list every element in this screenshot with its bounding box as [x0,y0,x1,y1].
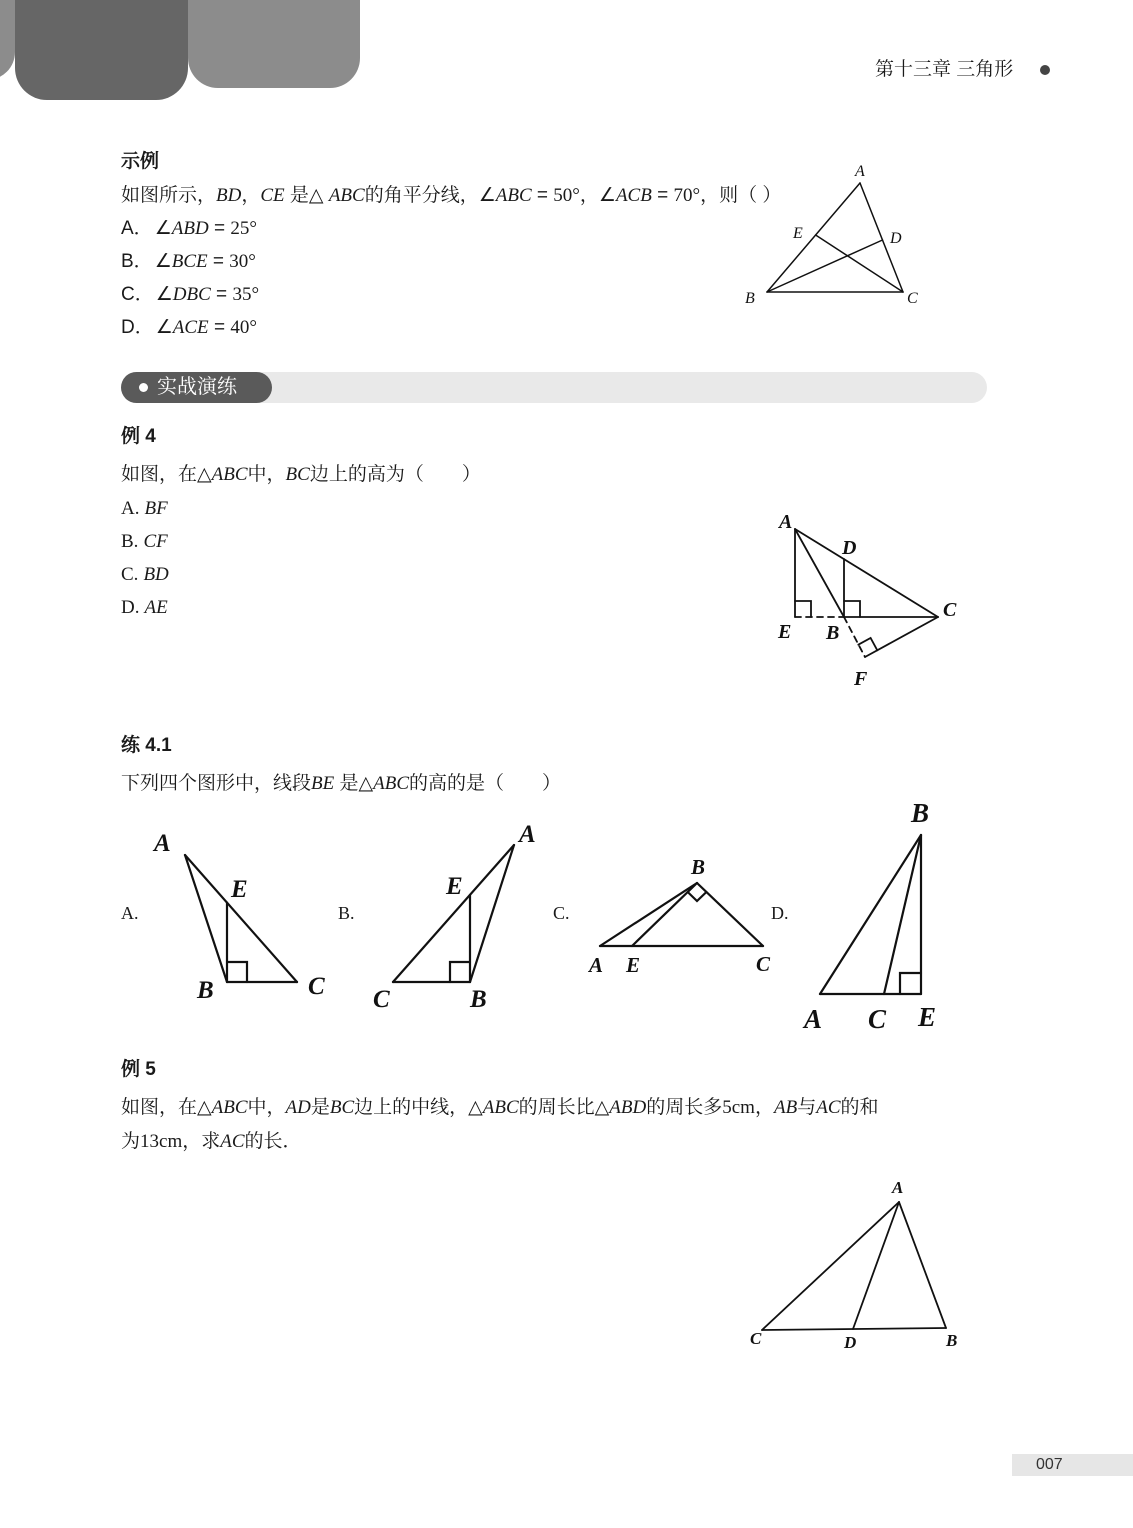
math-variable: AE [144,597,168,618]
vertex-label: B [911,798,930,828]
vertex-label: E [778,621,792,643]
extension-bf [844,617,865,657]
math-variable: ABD [171,218,209,239]
vertex-label: B [470,986,487,1013]
example5-question-line-2: 为13cm，求AC的长． [121,1131,302,1152]
math-variable: BE [311,773,335,794]
vertex-label: C [868,1004,887,1034]
option-text: ∠BCE = 30° [154,251,256,272]
option-label: B. [121,531,139,552]
vertex-label: A [519,821,536,848]
math-variable: BC [285,464,310,485]
option-label: A. [121,498,140,519]
math-variable: ACB [615,185,652,206]
vertex-label: E [918,1002,937,1032]
right-angle-mark [688,892,707,901]
exercise4-1-heading: 练 4.1 [121,735,172,756]
vertex-label: D [890,230,902,247]
vertex-label: A [804,1004,823,1034]
section-banner-title: 实战演练 [157,376,237,398]
math-number: 5cm [722,1097,755,1118]
vertex-label: A [154,830,171,857]
choice-label-b: B. [338,903,355,923]
vertex-label: C [756,952,771,976]
option-label: D. [121,597,140,618]
vertex-label: E [446,873,463,900]
example-heading: 示例 [121,151,160,172]
vertex-label: B [691,855,706,879]
segment-cf [865,617,938,657]
side-cb [884,835,921,994]
example5-figure [750,1178,957,1352]
math-variable: ABC [495,185,532,206]
vertex-label: A [779,511,793,533]
side-ab [820,835,921,994]
choice-label-d: D. [771,903,789,923]
vertex-label: B [946,1331,958,1350]
math-number: 25° [230,218,257,239]
option-text: ∠DBC = 35° [155,284,260,305]
example4-heading: 例 4 [121,426,156,447]
side-ab [767,183,860,292]
option-text: ∠ABD = 25° [154,218,257,239]
math-variable: ABD [609,1097,647,1118]
option-label: D． [121,317,154,338]
example5-question-line-1: 如图，在△ABC中，AD是BC边上的中线，△ABC的周长比△ABD的周长多5cm，AB与AC的和 [121,1097,879,1118]
math-variable: CF [143,531,168,552]
choice-label-a: A. [121,903,139,923]
math-variable: AC [220,1131,245,1152]
math-number: 70° [673,185,701,206]
choice-label-c: C. [553,903,570,923]
right-angle-mark [795,601,811,617]
side-ab [600,883,697,946]
side-ab [185,855,227,982]
right-angle-mark [844,601,860,617]
math-variable: CE [260,185,285,206]
example-question: 如图所示，BD，CE 是△ ABC的角平分线，∠ABC = 50°，∠ACB = 70°，则（ ） [121,185,782,206]
vertex-label: C [308,973,325,1000]
side-ac [795,529,938,617]
right-angle-mark [227,962,247,982]
vertex-label: B [745,290,755,307]
math-variable: ACE [172,317,209,338]
math-number: 50° [553,185,580,206]
vertex-label: F [854,668,868,690]
math-variable: ABC [373,773,410,794]
chapter-header: 第十三章 三角形 [875,59,1014,80]
math-variable: BD [143,564,169,585]
option-label: A． [121,218,153,239]
math-variable: ABC [328,185,365,206]
vertex-label: C [943,599,957,621]
vertex-label: B [197,977,214,1004]
side-ab [795,529,844,617]
math-number: 40° [230,317,257,338]
page-number: 007 [1036,1456,1063,1473]
example4-question: 如图，在△ABC中，BC边上的高为（ ） [121,464,481,485]
vertex-label: B [826,622,840,644]
choice-b-figure [373,821,536,1013]
math-variable: AC [816,1097,841,1118]
vertex-label: D [844,1333,857,1352]
vertex-label: C [907,290,918,307]
math-number: 30° [229,251,256,272]
math-variable: BCE [171,251,208,272]
bisector-bd [767,240,883,292]
median-ad [853,1202,899,1329]
vertex-label: A [892,1178,904,1197]
side-ab [470,845,514,982]
vertex-label: A [589,953,604,977]
side-ab [899,1202,946,1328]
vertex-label: E [626,953,641,977]
option-label: C. [121,564,139,585]
math-variable: AB [773,1097,798,1118]
math-variable: DBC [172,284,211,305]
vertex-label: A [855,163,865,180]
math-variable: ABC [482,1097,519,1118]
vertex-label: E [231,876,248,903]
math-variable: AD [285,1097,311,1118]
option-label: B． [121,251,153,272]
exercise4-1-question: 下列四个图形中，线段BE 是△ABC的高的是（ ） [121,773,562,794]
math-variable: BC [329,1097,355,1118]
choice-a-figure [152,830,325,1004]
vertex-label: C [373,986,390,1013]
right-angle-mark [900,973,921,994]
math-number: 35° [232,284,260,305]
example5-heading: 例 5 [121,1059,156,1080]
option-label: C． [121,284,154,305]
math-variable: ABC [211,464,248,485]
example4-figure [777,511,957,690]
math-variable: BF [144,498,168,519]
vertex-label: D [842,537,857,559]
vertex-label: C [750,1329,762,1348]
vertex-label: E [793,225,803,242]
choice-d-figure [802,798,936,1034]
option-text: ∠ACE = 40° [155,317,257,338]
side-ac [762,1202,899,1330]
choice-c-figure [587,855,771,977]
right-angle-mark [450,962,470,982]
example-figure [745,163,918,307]
math-variable: BD [216,185,242,206]
math-variable: ABC [211,1097,248,1118]
math-number: 13cm [140,1131,183,1152]
